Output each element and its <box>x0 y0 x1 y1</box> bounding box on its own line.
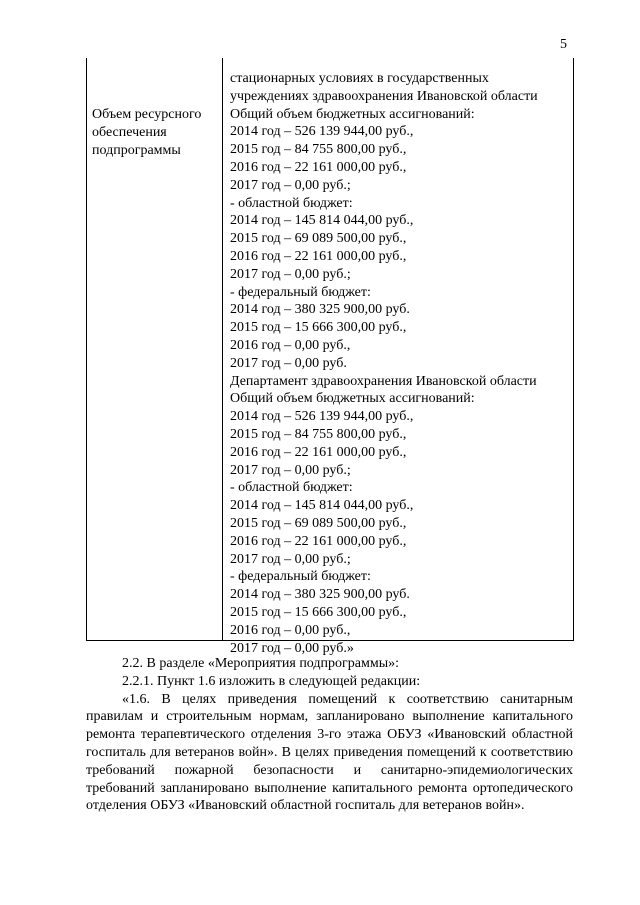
column-divider <box>222 58 223 640</box>
value-line: 2014 год – 145 814 044,00 руб., <box>230 498 414 514</box>
subprogram-table <box>86 58 574 656</box>
label-line: обеспечения <box>92 124 167 140</box>
value-line: - областной бюджет: <box>230 195 353 211</box>
value-line: - федеральный бюджет: <box>230 284 371 300</box>
value-line: 2017 год – 0,00 руб.; <box>230 266 351 282</box>
value-line: учреждениях здравоохранения Ивановской области <box>230 88 538 104</box>
value-line: 2014 год – 526 139 944,00 руб., <box>230 409 414 425</box>
clause-heading: 2.2.1. Пункт 1.6 изложить в следующей редакции: <box>122 673 421 689</box>
value-line: - федеральный бюджет: <box>230 569 371 585</box>
value-line: 2016 год – 22 161 000,00 руб., <box>230 248 407 264</box>
value-cell <box>230 70 574 657</box>
value-line: Департамент здравоохранения Ивановской области <box>230 373 537 389</box>
value-line: 2014 год – 380 325 900,00 руб. <box>230 302 410 318</box>
label-line: Объем ресурсного <box>92 107 202 122</box>
value-line: 2015 год – 69 089 500,00 руб., <box>230 515 407 531</box>
value-line: 2017 год – 0,00 руб.» <box>230 640 354 656</box>
value-line: 2015 год – 69 089 500,00 руб., <box>230 231 407 247</box>
value-line: 2016 год – 22 161 000,00 руб., <box>230 533 407 549</box>
value-line: - областной бюджет: <box>230 480 353 496</box>
value-line: 2016 год – 0,00 руб., <box>230 622 351 638</box>
value-line: 2016 год – 22 161 000,00 руб., <box>230 444 407 460</box>
value-line: 2014 год – 145 814 044,00 руб., <box>230 213 414 229</box>
label-cell <box>92 106 220 159</box>
value-line: 2016 год – 0,00 руб., <box>230 337 351 353</box>
value-line: 2017 год – 0,00 руб. <box>230 355 347 371</box>
page-number: 5 <box>560 37 567 52</box>
value-line: 2014 год – 526 139 944,00 руб., <box>230 124 414 140</box>
value-line: 2015 год – 84 755 800,00 руб., <box>230 142 407 158</box>
value-line: 2016 год – 22 161 000,00 руб., <box>230 159 407 175</box>
value-line: 2015 год – 15 666 300,00 руб., <box>230 604 407 620</box>
value-line: 2014 год – 380 325 900,00 руб. <box>230 587 410 603</box>
clause-paragraph: «1.6. В целях приведения помещений к соответствию санитарным правилам и строительным нормам, запланировано выполнение капитального ремонта терапевтического отделения 3-го этажа ОБУЗ «Ивановский областной госпиталь для ветеранов войн». В целях приведения помещений к соответствию требований пожарной безопасности и санитарно-эпидемиологических требований запланировано выполнение капитального ремонта ортопедического отделения ОБУЗ «Ивановский областной госпиталь для ветеранов войн». <box>86 691 573 814</box>
value-line: Общий объем бюджетных ассигнований: <box>230 106 475 122</box>
value-line: 2017 год – 0,00 руб.; <box>230 551 351 567</box>
value-line: 2015 год – 15 666 300,00 руб., <box>230 320 407 336</box>
value-line: Общий объем бюджетных ассигнований: <box>230 391 475 407</box>
value-line: стационарных условиях в государственных <box>230 71 489 86</box>
value-line: 2015 год – 84 755 800,00 руб., <box>230 426 407 442</box>
label-line: подпрограммы <box>92 142 181 158</box>
value-line: 2017 год – 0,00 руб.; <box>230 177 351 193</box>
section-heading: 2.2. В разделе «Мероприятия подпрограммы»: <box>122 656 399 671</box>
value-line: 2017 год – 0,00 руб.; <box>230 462 351 478</box>
body-text <box>86 655 573 815</box>
